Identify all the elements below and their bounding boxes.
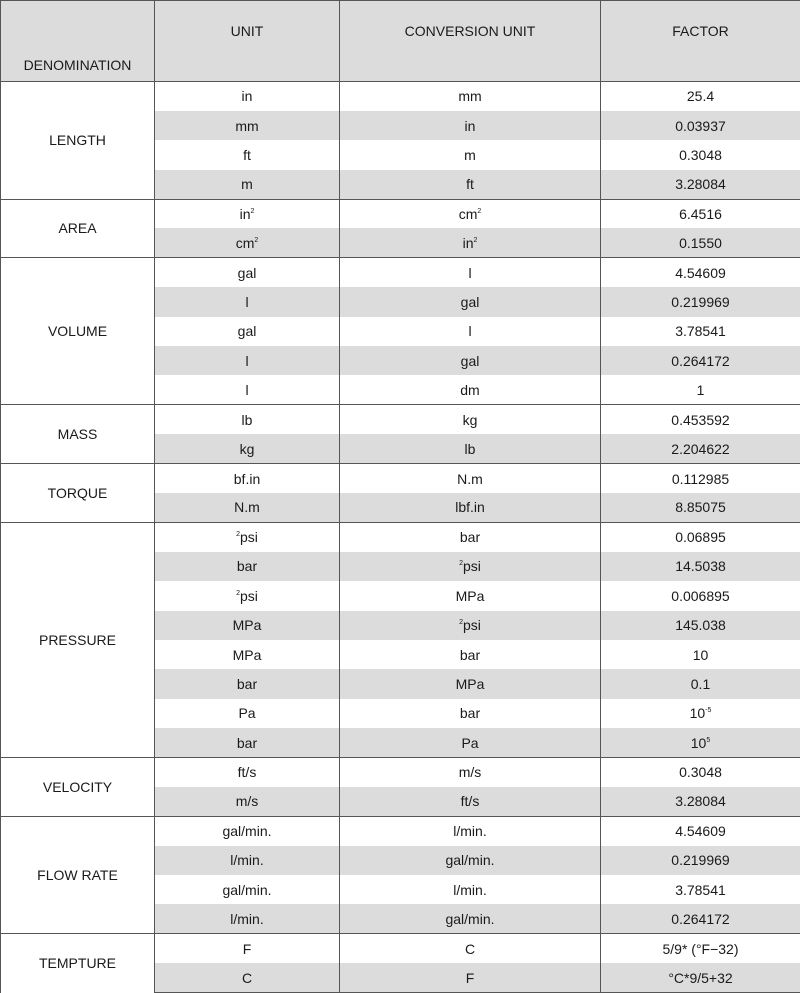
factor-cell <box>601 199 800 228</box>
factor-cell <box>601 522 800 551</box>
factor-cell <box>601 375 800 404</box>
factor-cell <box>601 140 800 169</box>
unit-cell <box>155 934 340 963</box>
table-row <box>1 82 800 111</box>
table-row <box>1 757 800 786</box>
unit-cell-text: psi <box>240 529 258 545</box>
unit-cell <box>155 787 340 816</box>
unit-cell <box>155 757 340 786</box>
factor-cell-text: 1 <box>697 382 705 398</box>
conversion-unit-cell-text: F <box>466 970 475 986</box>
factor-cell <box>601 757 800 786</box>
table-header-row <box>1 1 800 82</box>
denomination-cell: MASS <box>1 405 155 464</box>
conversion-unit-cell <box>340 258 601 287</box>
factor-cell <box>601 228 800 257</box>
factor-cell-text: 0.3048 <box>679 147 722 163</box>
conversion-unit-cell <box>340 875 601 904</box>
unit-cell <box>155 493 340 522</box>
unit-cell-text: Pa <box>238 705 255 721</box>
unit-cell <box>155 258 340 287</box>
factor-cell <box>601 934 800 963</box>
header-conversion-unit: CONVERSION UNIT <box>340 1 601 82</box>
factor-cell <box>601 258 800 287</box>
factor-cell-text: 0.3048 <box>679 764 722 780</box>
unit-cell <box>155 287 340 316</box>
conversion-unit-cell-text: lb <box>465 441 476 457</box>
table-body <box>1 82 800 993</box>
conversion-unit-cell-text: m <box>464 147 476 163</box>
conversion-unit-cell <box>340 757 601 786</box>
factor-cell <box>601 669 800 698</box>
factor-cell <box>601 170 800 199</box>
factor-cell-text: 3.28084 <box>675 793 726 809</box>
factor-cell-text: 0.1550 <box>679 235 722 251</box>
factor-cell <box>601 434 800 463</box>
factor-cell <box>601 82 800 111</box>
conversion-unit-cell-text: in <box>465 118 476 134</box>
factor-cell-text: 3.28084 <box>675 176 726 192</box>
factor-cell-text: 4.54609 <box>675 823 726 839</box>
conversion-unit-cell <box>340 787 601 816</box>
unit-cell-text: bar <box>237 558 257 574</box>
unit-cell <box>155 875 340 904</box>
unit-cell-text: l <box>245 353 248 369</box>
conversion-unit-cell-text: bar <box>460 647 480 663</box>
conversion-unit-cell-text: l <box>468 265 471 281</box>
unit-cell-text: psi <box>240 588 258 604</box>
conversion-unit-cell <box>340 846 601 875</box>
factor-cell-text: 5/9* (°F−32) <box>662 941 738 957</box>
factor-cell-text: 3.78541 <box>675 323 726 339</box>
factor-cell <box>601 464 800 493</box>
unit-cell-text: bar <box>237 735 257 751</box>
conversion-unit-cell <box>340 552 601 581</box>
header-unit: UNIT <box>155 1 340 82</box>
unit-cell <box>155 728 340 757</box>
factor-cell-text: 0.06895 <box>675 529 726 545</box>
unit-cell <box>155 170 340 199</box>
factor-cell-text: 0.03937 <box>675 118 726 134</box>
conversion-unit-cell-text: ft <box>466 176 474 192</box>
conversion-unit-cell-text: dm <box>460 382 479 398</box>
table-row <box>1 405 800 434</box>
conversion-unit-cell-text: C <box>465 941 475 957</box>
factor-cell-text: 2.204622 <box>671 441 729 457</box>
unit-cell <box>155 669 340 698</box>
factor-cell <box>601 875 800 904</box>
conversion-unit-cell <box>340 228 601 257</box>
conversion-unit-cell <box>340 522 601 551</box>
conversion-unit-cell-text: bar <box>460 529 480 545</box>
unit-cell <box>155 699 340 728</box>
conversion-unit-cell <box>340 82 601 111</box>
table-row <box>1 934 800 963</box>
factor-cell <box>601 493 800 522</box>
conversion-unit-cell-text: l <box>468 323 471 339</box>
superscript: 2 <box>474 237 478 244</box>
unit-cell-text: ft/s <box>238 764 257 780</box>
unit-cell <box>155 904 340 933</box>
conversion-unit-cell <box>340 140 601 169</box>
conversion-unit-cell-text: kg <box>463 412 478 428</box>
factor-cell-text: 10 <box>690 705 706 721</box>
unit-cell <box>155 199 340 228</box>
conversion-unit-cell <box>340 170 601 199</box>
unit-cell-text: MPa <box>233 617 262 633</box>
unit-cell-text: gal <box>238 323 257 339</box>
unit-cell <box>155 464 340 493</box>
superscript: -5 <box>705 707 711 714</box>
unit-cell <box>155 434 340 463</box>
conversion-unit-cell <box>340 669 601 698</box>
unit-cell <box>155 611 340 640</box>
denomination-cell: VOLUME <box>1 258 155 405</box>
unit-cell-text: bar <box>237 676 257 692</box>
factor-cell-text: 8.85075 <box>675 499 726 515</box>
factor-cell <box>601 581 800 610</box>
conversion-unit-cell-text: cm <box>459 206 478 222</box>
factor-cell <box>601 287 800 316</box>
unit-cell-text: mm <box>235 118 258 134</box>
conversion-unit-cell-text: N.m <box>457 471 483 487</box>
conversion-unit-cell <box>340 963 601 992</box>
unit-cell-text: l <box>245 294 248 310</box>
unit-cell-text: m <box>241 176 253 192</box>
unit-cell <box>155 552 340 581</box>
unit-cell-text: lb <box>242 412 253 428</box>
conversion-unit-cell <box>340 375 601 404</box>
header-denomination: DENOMINATION <box>1 1 155 82</box>
unit-cell <box>155 375 340 404</box>
unit-cell-text: MPa <box>233 647 262 663</box>
factor-cell-text: °C*9/5+32 <box>668 970 732 986</box>
unit-cell <box>155 816 340 845</box>
conversion-unit-cell-text: gal <box>461 294 480 310</box>
conversion-unit-cell-text: psi <box>463 558 481 574</box>
conversion-unit-cell-text: gal <box>461 353 480 369</box>
factor-cell <box>601 699 800 728</box>
factor-cell-text: 10 <box>693 647 709 663</box>
unit-cell-text: l/min. <box>230 852 263 868</box>
conversion-unit-cell <box>340 728 601 757</box>
conversion-unit-cell-text: gal/min. <box>445 852 494 868</box>
factor-cell <box>601 728 800 757</box>
factor-cell <box>601 963 800 992</box>
conversion-unit-cell <box>340 699 601 728</box>
conversion-unit-cell-text: in <box>463 235 474 251</box>
unit-cell <box>155 405 340 434</box>
conversion-unit-cell-text: ft/s <box>461 793 480 809</box>
superscript: 2 <box>251 208 255 215</box>
conversion-unit-cell <box>340 611 601 640</box>
factor-cell <box>601 611 800 640</box>
factor-cell-text: 0.264172 <box>671 353 729 369</box>
table-row <box>1 816 800 845</box>
conversion-unit-cell-text: mm <box>458 88 481 104</box>
unit-cell-text: F <box>243 941 252 957</box>
superscript: 2 <box>477 208 481 215</box>
unit-cell-text: gal/min. <box>222 823 271 839</box>
factor-cell-text: 3.78541 <box>675 882 726 898</box>
conversion-unit-cell <box>340 434 601 463</box>
conversion-unit-cell <box>340 405 601 434</box>
unit-cell-text: l/min. <box>230 911 263 927</box>
unit-cell-text: kg <box>240 441 255 457</box>
conversion-unit-cell <box>340 640 601 669</box>
unit-cell-text: l <box>245 382 248 398</box>
conversion-unit-cell-text: MPa <box>456 676 485 692</box>
denomination-cell: VELOCITY <box>1 757 155 816</box>
conversion-unit-cell-text: Pa <box>461 735 478 751</box>
unit-cell-text: m/s <box>236 793 259 809</box>
conversion-unit-cell-text: MPa <box>456 588 485 604</box>
unit-cell <box>155 317 340 346</box>
conversion-unit-cell <box>340 287 601 316</box>
factor-cell-text: 4.54609 <box>675 265 726 281</box>
conversion-unit-cell <box>340 199 601 228</box>
unit-cell-text: gal <box>238 265 257 281</box>
conversion-unit-cell-text: gal/min. <box>445 911 494 927</box>
unit-cell-text: bf.in <box>234 471 260 487</box>
unit-cell-text: in <box>242 88 253 104</box>
factor-cell-text: 145.038 <box>675 617 726 633</box>
factor-cell-text: 0.219969 <box>671 294 729 310</box>
unit-cell-text: in <box>240 206 251 222</box>
denomination-cell: LENGTH <box>1 82 155 200</box>
unit-cell <box>155 640 340 669</box>
unit-cell <box>155 581 340 610</box>
conversion-unit-cell <box>340 816 601 845</box>
factor-cell <box>601 816 800 845</box>
factor-cell <box>601 111 800 140</box>
factor-cell <box>601 904 800 933</box>
table-row <box>1 464 800 493</box>
factor-cell-text: 0.453592 <box>671 412 729 428</box>
factor-cell-text: 10 <box>691 735 707 751</box>
unit-cell <box>155 82 340 111</box>
unit-cell <box>155 140 340 169</box>
conversion-unit-cell <box>340 464 601 493</box>
factor-cell-text: 0.112985 <box>672 471 729 487</box>
conversion-unit-cell <box>340 317 601 346</box>
conversion-unit-cell <box>340 493 601 522</box>
unit-cell <box>155 846 340 875</box>
denomination-cell: TEMPTURE <box>1 934 155 993</box>
factor-cell-text: 6.4516 <box>679 206 722 222</box>
superscript: 2 <box>459 619 463 626</box>
conversion-unit-cell <box>340 111 601 140</box>
conversion-unit-cell-text: l/min. <box>453 882 486 898</box>
conversion-unit-cell-text: l/min. <box>453 823 486 839</box>
unit-cell <box>155 963 340 992</box>
conversion-unit-cell-text: m/s <box>459 764 482 780</box>
superscript: 5 <box>706 737 710 744</box>
factor-cell <box>601 317 800 346</box>
conversion-unit-cell <box>340 934 601 963</box>
unit-cell <box>155 346 340 375</box>
factor-cell-text: 14.5038 <box>675 558 726 574</box>
table-row <box>1 522 800 551</box>
conversion-unit-cell-text: lbf.in <box>455 499 485 515</box>
superscript: 2 <box>254 237 258 244</box>
factor-cell <box>601 552 800 581</box>
table-row <box>1 258 800 287</box>
conversion-unit-cell-text: bar <box>460 705 480 721</box>
unit-cell-text: N.m <box>234 499 260 515</box>
factor-cell <box>601 846 800 875</box>
conversion-unit-cell <box>340 581 601 610</box>
factor-cell <box>601 787 800 816</box>
factor-cell <box>601 640 800 669</box>
factor-cell-text: 0.264172 <box>671 911 729 927</box>
factor-cell-text: 0.006895 <box>671 588 729 604</box>
conversion-unit-cell <box>340 904 601 933</box>
unit-cell <box>155 228 340 257</box>
header-factor: FACTOR <box>601 1 800 82</box>
superscript: 2 <box>236 531 240 538</box>
denomination-cell: FLOW RATE <box>1 816 155 934</box>
factor-cell-text: 0.1 <box>691 676 710 692</box>
denomination-cell: PRESSURE <box>1 522 155 757</box>
conversion-unit-cell <box>340 346 601 375</box>
superscript: 2 <box>459 560 463 567</box>
unit-cell <box>155 111 340 140</box>
unit-cell-text: C <box>242 970 252 986</box>
table-row <box>1 199 800 228</box>
conversion-unit-cell-text: psi <box>463 617 481 633</box>
unit-cell-text: ft <box>243 147 251 163</box>
factor-cell-text: 0.219969 <box>671 852 729 868</box>
factor-cell <box>601 405 800 434</box>
unit-cell-text: cm <box>236 235 255 251</box>
unit-cell-text: gal/min. <box>222 882 271 898</box>
factor-cell <box>601 346 800 375</box>
unit-cell <box>155 522 340 551</box>
denomination-cell: TORQUE <box>1 464 155 523</box>
factor-cell-text: 25.4 <box>687 88 714 104</box>
denomination-cell: AREA <box>1 199 155 258</box>
superscript: 2 <box>236 590 240 597</box>
